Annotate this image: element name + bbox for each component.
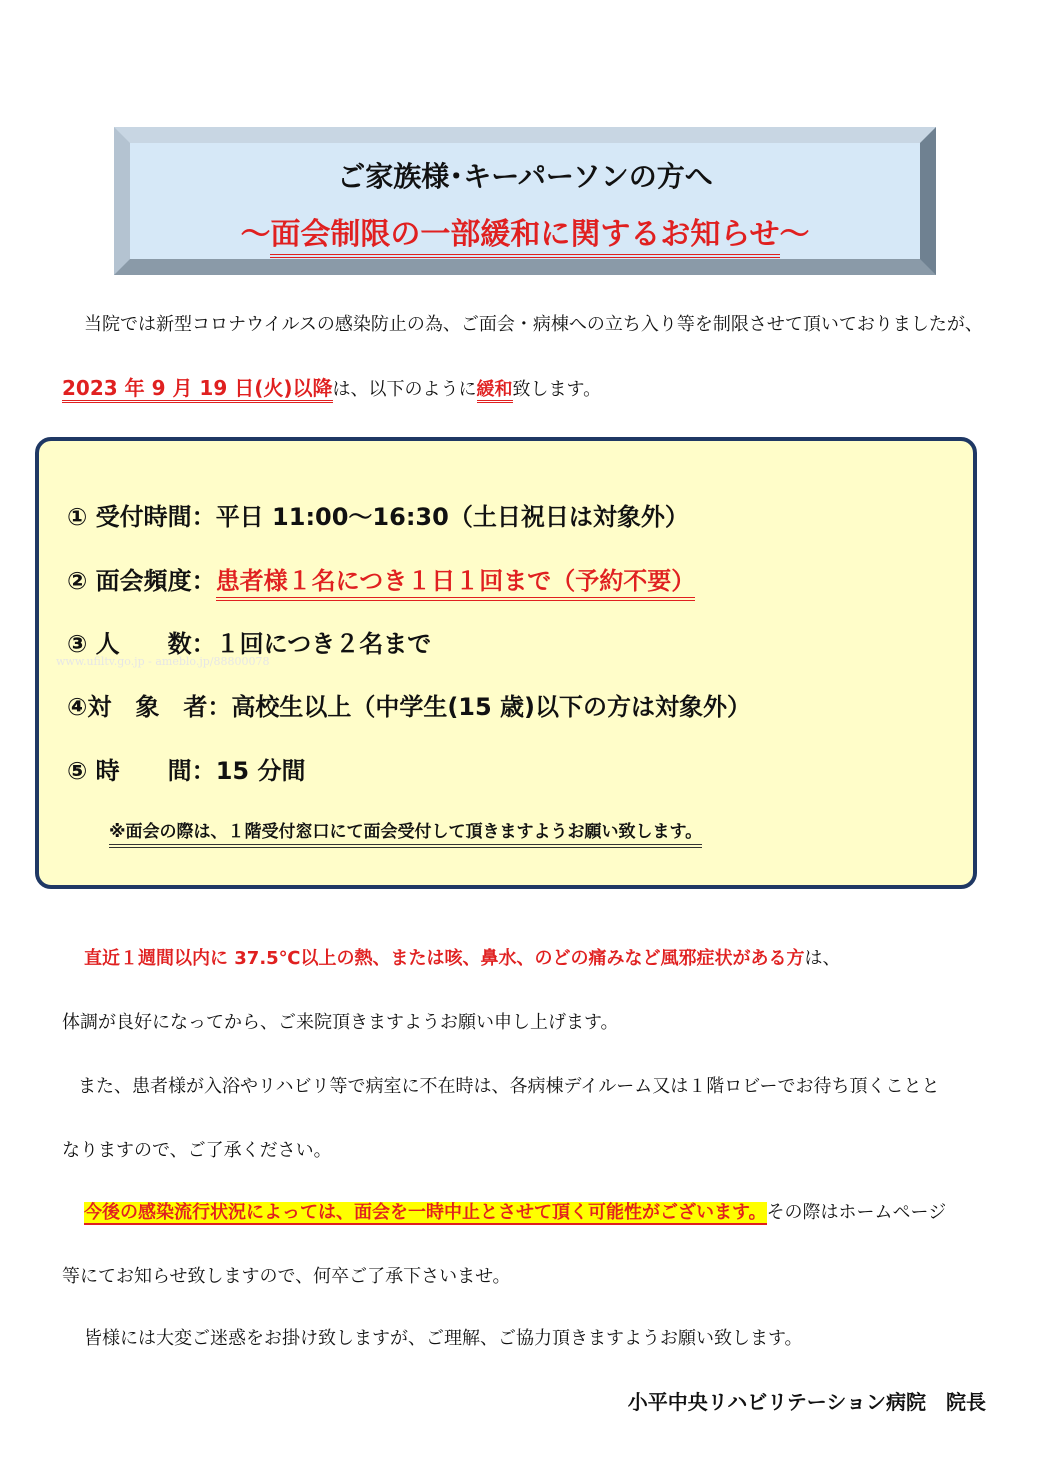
rule-label: ③ 人 数：	[67, 630, 216, 658]
body-p3-line1	[84, 1198, 946, 1224]
body-p1-line1	[84, 944, 840, 970]
rule-frequency	[67, 561, 695, 596]
rules-note: ※面会の際は、１階受付窓口にて面会受付して頂きますようお願い致します。	[109, 817, 702, 848]
rule-label: ② 面会頻度：	[67, 567, 216, 595]
rule-eligibility	[67, 687, 751, 722]
rule-duration	[67, 751, 305, 786]
p1-end: は、	[804, 948, 841, 969]
suspension-highlight: 今後の感染流行状況によっては、面会を一時中止とさせて頂く可能性がございます。	[84, 1202, 767, 1223]
subtitle-suffix: 〜	[779, 217, 810, 252]
body-p3-line2: 等にてお知らせ致しますので、何卒ご了承下さいませ。	[62, 1266, 511, 1287]
subtitle-prefix: 〜	[240, 217, 271, 252]
intro-relax: 緩和	[477, 379, 513, 403]
p3-end: その際はホームページ	[766, 1202, 947, 1223]
rule-label: ④対 象 者：	[67, 693, 232, 721]
intro-line1: 当院では新型コロナウイルスの感染防止の為、ご面会・病棟への立ち入り等を制限させて頂いておりましたが、	[84, 314, 983, 335]
rule-visitor-count	[67, 624, 431, 659]
intro-mid: は、以下のように	[332, 379, 477, 400]
notice-subtitle	[130, 209, 920, 253]
rule-label: ⑤ 時 間：	[67, 757, 216, 785]
body-p1-line2: 体調が良好になってから、ご来院頂きますようお願い申し上げます。	[62, 1012, 619, 1033]
intro-date: 2023 年 9 月 19 日(火)以降	[62, 376, 333, 403]
subtitle-main: 面会制限の一部緩和に関するお知らせ	[270, 217, 779, 258]
rule-value: 患者様１名につき１日１回まで（予約不要）	[216, 567, 696, 601]
watermark: www.ufiltv.go.jp - ameblo.jp/88800078	[56, 655, 270, 668]
symptom-warning: 直近１週間以内に 37.5℃以上の熱、または咳、鼻水、のどの痛みなど風邪症状がある方	[84, 948, 805, 969]
body-p2-line2: なりますので、ご了承ください。	[62, 1140, 332, 1161]
rule-value: 15 分間	[215, 757, 306, 785]
signature: 小平中央リハビリテーション病院 院長	[627, 1390, 986, 1414]
body-p4: 皆様には大変ご迷惑をお掛け致しますが、ご理解、ご協力頂きますようお願い致します。	[84, 1328, 803, 1349]
rule-value: 平日 11:00〜16:30（土日祝日は対象外）	[215, 503, 689, 531]
notice-title: ご家族様･キーパーソンの方へ	[337, 160, 713, 193]
intro-line2	[62, 372, 601, 401]
rule-value: １回につき２名まで	[215, 630, 432, 658]
rule-reception-hours	[67, 497, 689, 532]
intro-end: 致します。	[512, 379, 602, 400]
body-p2-line1: また、患者様が入浴やリハビリ等で病室に不在時は、各病棟デイルーム又は１階ロビーでお待ち頂くことと	[78, 1076, 940, 1097]
rule-label: ① 受付時間：	[67, 503, 216, 531]
notice-header	[114, 127, 936, 275]
rule-value: 高校生以上（中学生(15 歳)以下の方は対象外）	[231, 693, 752, 721]
